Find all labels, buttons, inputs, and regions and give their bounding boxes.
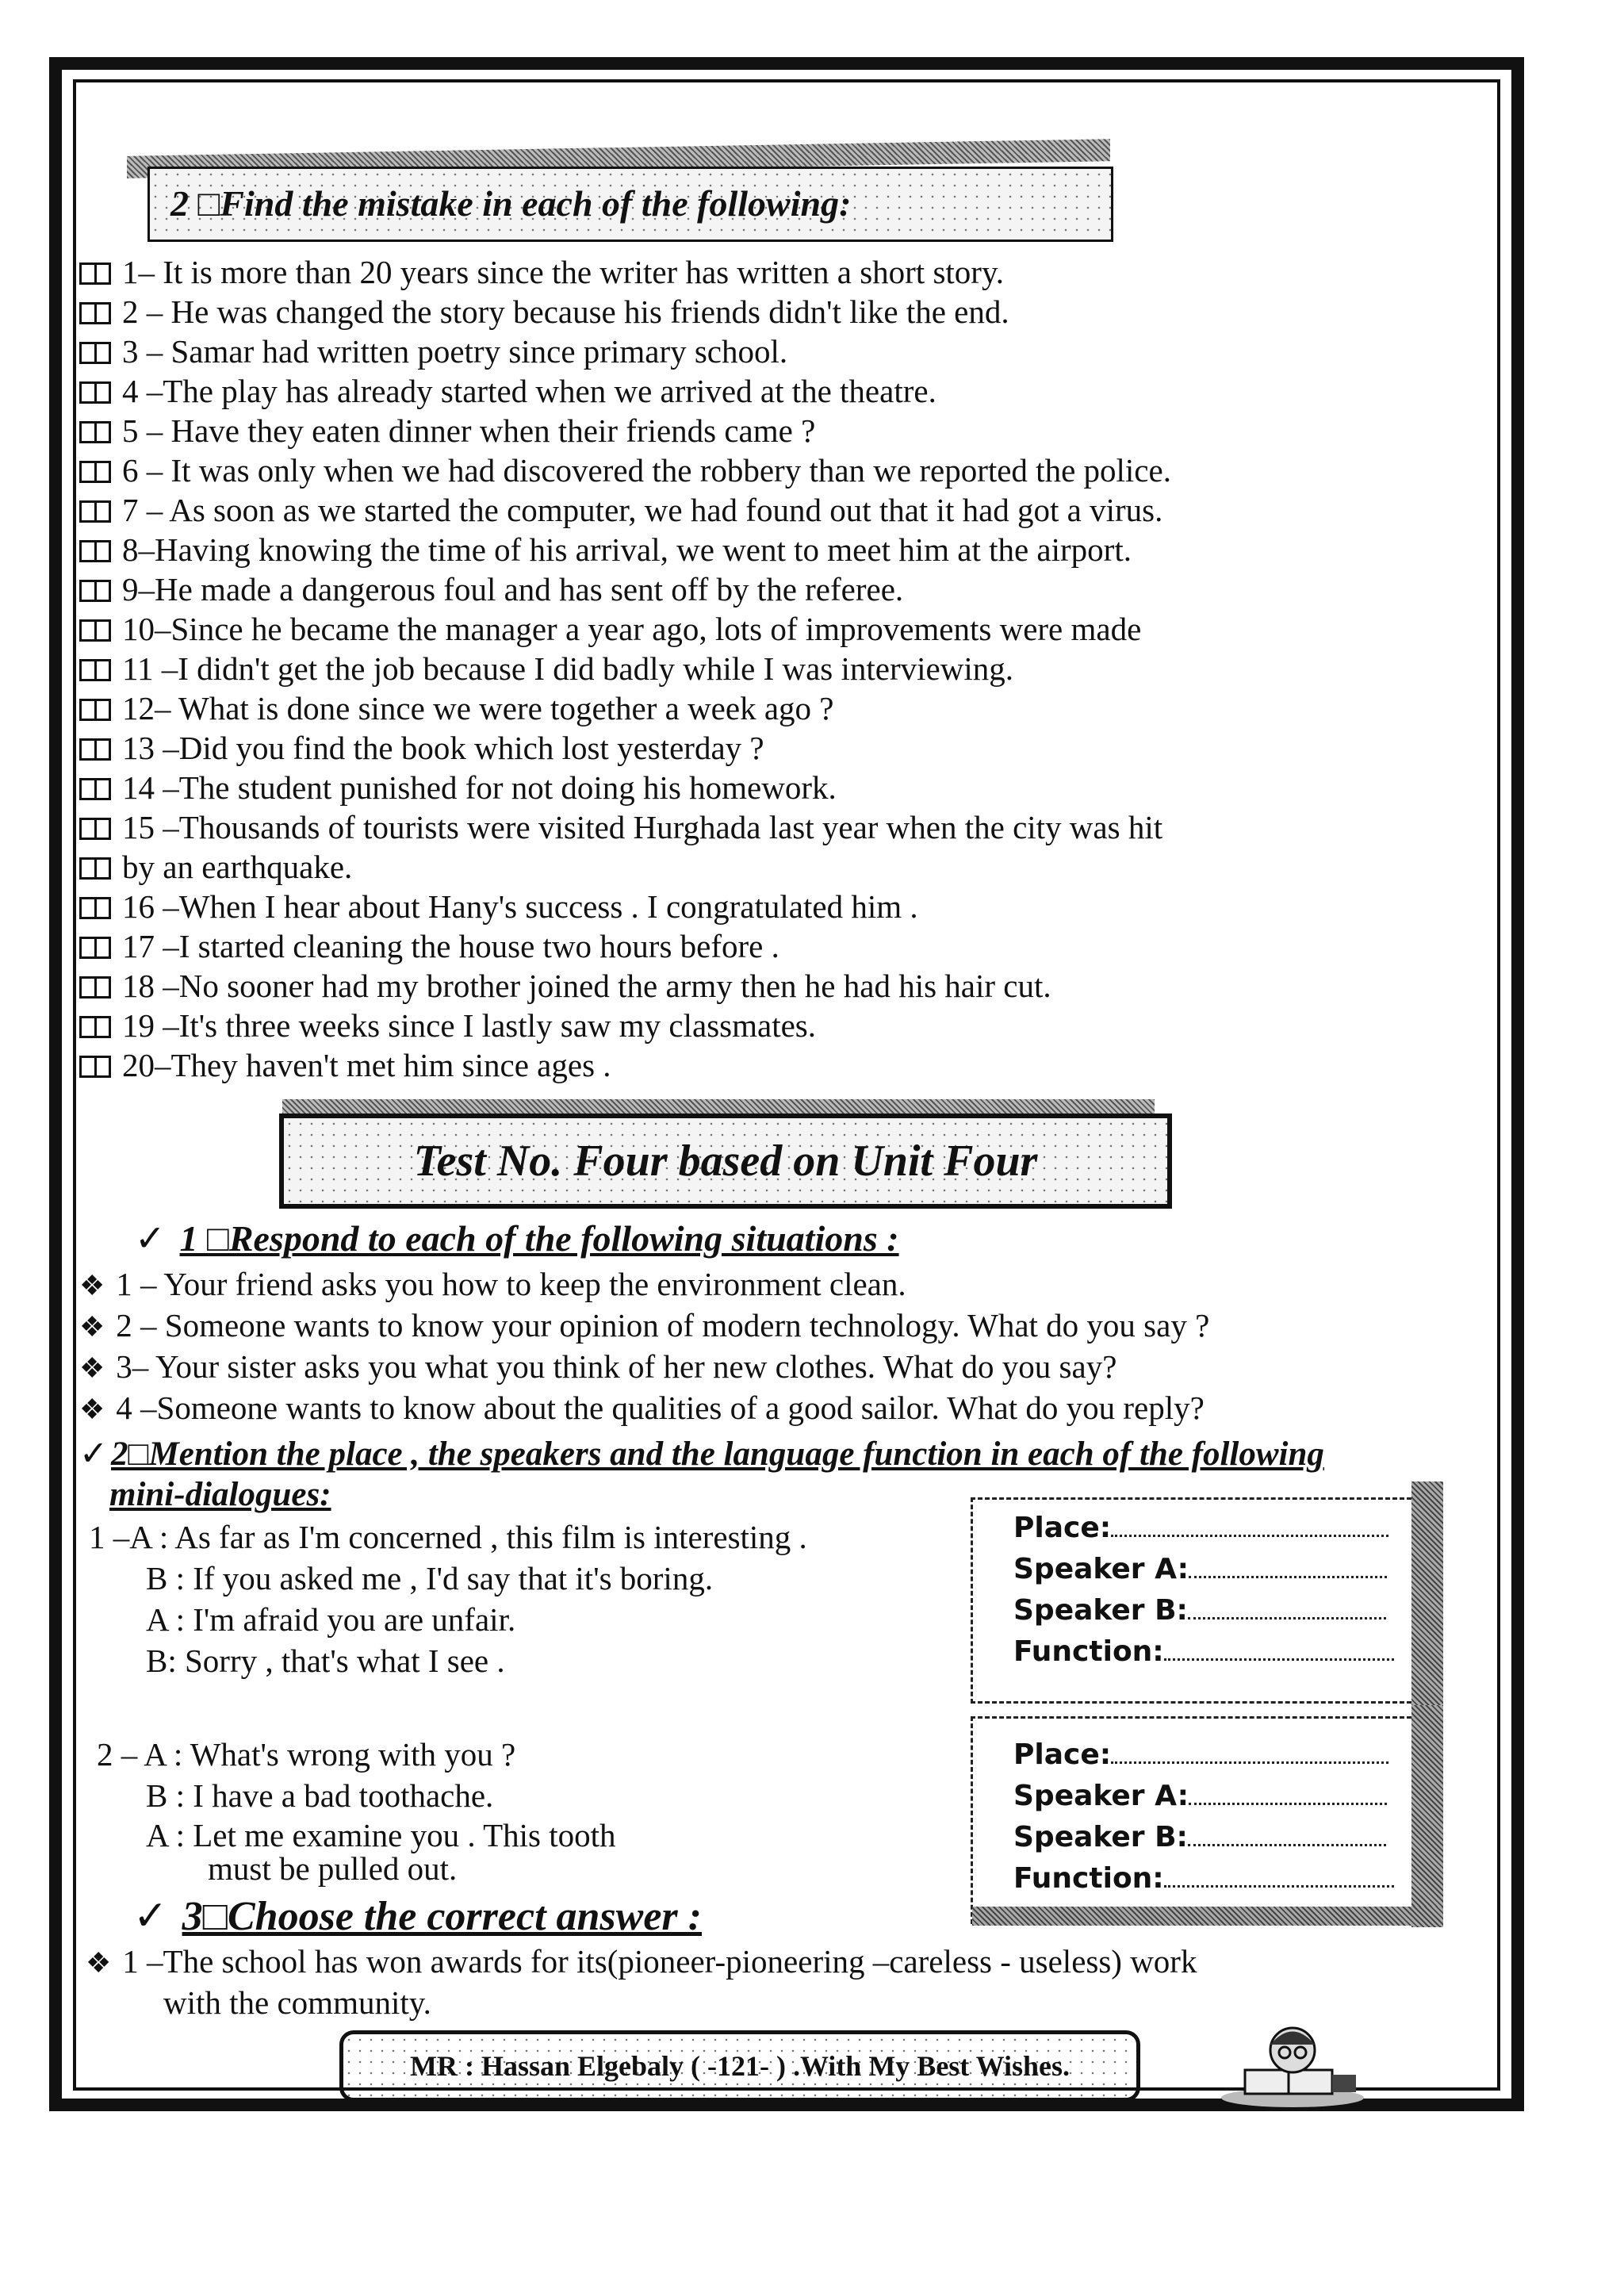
mistake-item-text: 20–They haven't met him since ages . — [122, 1047, 611, 1083]
mention-heading-line2: mini-dialogues: — [109, 1476, 331, 1513]
book-icon — [79, 778, 111, 800]
book-icon — [79, 461, 111, 483]
respond-item — [79, 1347, 1116, 1388]
box1-place-field: Place: — [1013, 1512, 1388, 1544]
reading-student-illustration — [1213, 2014, 1372, 2110]
book-icon — [79, 342, 111, 364]
mistake-item-text: 5 – Have they eaten dinner when their friends came ? — [122, 412, 816, 449]
mistake-item — [79, 490, 1162, 530]
mistake-item — [79, 847, 352, 887]
book-icon — [79, 302, 111, 324]
mistake-item-text: 9–He made a dangerous foul and has sent off by the referee. — [122, 571, 904, 608]
diamond-bullet-icon: ❖ — [86, 1947, 112, 1979]
mistake-item-text: 14 –The student punished for not doing his homework. — [122, 769, 837, 806]
dialogue2-line1: 2 – A : What's wrong with you ? — [97, 1736, 516, 1773]
book-icon — [79, 659, 111, 681]
mistake-item — [79, 1045, 611, 1085]
mistake-item-text: 8–Having knowing the time of his arrival, we went to meet him at the airport. — [122, 531, 1132, 568]
mistake-item — [79, 1006, 816, 1045]
mistake-item-text: 16 –When I hear about Hany's success . I congratulated him . — [122, 888, 918, 925]
mistake-item — [79, 768, 837, 807]
book-icon — [79, 381, 111, 404]
dialogue2-line3: A : Let me examine you . This tooth — [146, 1817, 616, 1853]
mistake-item-text: 10–Since he became the manager a year ago, lots of improvements were made — [122, 611, 1142, 647]
book-icon — [79, 699, 111, 721]
respond-item-text: 1 – Your friend asks you how to keep the environment clean. — [116, 1266, 906, 1302]
book-icon — [79, 937, 111, 959]
box1-function-field: Function: — [1013, 1635, 1394, 1668]
footer-text: MR : Hassan Elgebaly ( -121- ) .With My Best Wishes. — [409, 2050, 1071, 2082]
dialogue1-line4: B: Sorry , that's what I see . — [146, 1642, 505, 1679]
find-mistake-heading: 2 □Find the mistake in each of the following: — [170, 183, 852, 224]
mistake-item-text: 11 –I didn't get the job because I did badly while I was interviewing. — [122, 650, 1013, 687]
diamond-bullet-icon: ❖ — [79, 1352, 105, 1384]
book-icon — [79, 500, 111, 523]
mistake-item — [79, 569, 903, 609]
choose-heading: ✓ 3□Choose the correct answer : — [133, 1894, 702, 1939]
book-icon — [79, 580, 111, 602]
check-icon: ✓ — [79, 1435, 109, 1473]
mistake-item — [79, 966, 1051, 1006]
box1-speaker-b-field: Speaker B: — [1013, 1594, 1386, 1627]
dialogue1-line3: A : I'm afraid you are unfair. — [146, 1601, 516, 1638]
mistake-item-text: 18 –No sooner had my brother joined the army then he had his hair cut. — [122, 968, 1051, 1004]
mistake-item-text: by an earthquake. — [122, 849, 353, 885]
respond-item-text: 2 – Someone wants to know your opinion of modern technology. What do you say ? — [116, 1307, 1210, 1343]
mistake-item — [79, 609, 1141, 649]
mistake-item-text: 7 – As soon as we started the computer, we had found out that it had got a virus. — [122, 492, 1163, 528]
book-icon — [79, 897, 111, 919]
answer-box-1-shade — [1411, 1481, 1443, 1711]
mistake-item-text: 4 –The play has already started when we arrived at the theatre. — [122, 373, 936, 409]
mistake-item-text: 6 – It was only when we had discovered the robbery than we reported the police. — [122, 452, 1171, 489]
dialogue2-line2: B : I have a bad toothache. — [146, 1777, 494, 1814]
mistake-item — [79, 728, 764, 768]
book-icon — [79, 976, 111, 999]
respond-item — [79, 1264, 906, 1305]
mistake-item — [79, 292, 1009, 332]
mistake-list — [79, 252, 1467, 1093]
book-icon — [79, 1016, 111, 1038]
test-title-banner — [279, 1114, 1172, 1209]
mistake-item-text: 19 –It's three weeks since I lastly saw my classmates. — [122, 1007, 816, 1044]
mistake-item — [79, 252, 1004, 292]
dialogue1-line2: B : If you asked me , I'd say that it's boring. — [146, 1560, 714, 1596]
check-icon: ✓ — [135, 1218, 166, 1259]
book-icon — [79, 540, 111, 562]
mistake-item-text: 3 – Samar had written poetry since primary school. — [122, 333, 788, 370]
mistake-item — [79, 807, 1162, 847]
respond-item-text: 4 –Someone wants to know about the qualities of a good sailor. What do you reply? — [116, 1389, 1205, 1426]
diamond-bullet-icon: ❖ — [79, 1393, 105, 1425]
mistake-item-text: 1– It is more than 20 years since the writer has written a short story. — [122, 254, 1005, 290]
book-icon — [79, 263, 111, 285]
respond-item — [79, 1388, 1205, 1429]
box2-function-field: Function: — [1013, 1862, 1394, 1895]
mention-heading: ✓2□Mention the place , the speakers and the language function in each of the following — [79, 1435, 1324, 1473]
box1-speaker-a-field: Speaker A: — [1013, 1553, 1387, 1585]
respond-list — [79, 1264, 1491, 1431]
mistake-item — [79, 530, 1132, 569]
dialogue1-line1: 1 –A : As far as I'm concerned , this film is interesting . — [89, 1519, 807, 1555]
mistake-item — [79, 411, 815, 450]
book-icon — [79, 738, 111, 761]
choose-item-1: ❖ 1 –The school has won awards for its(pioneer-pioneering –careless - useless) work — [86, 1943, 1197, 1980]
diamond-bullet-icon: ❖ — [79, 1270, 105, 1301]
respond-item-text: 3– Your sister asks you what you think of her new clothes. What do you say? — [116, 1348, 1117, 1385]
find-mistake-banner — [147, 167, 1113, 242]
answer-box-2-shade — [1411, 1705, 1443, 1927]
book-icon — [79, 857, 111, 880]
book-icon — [79, 1056, 111, 1078]
mistake-item — [79, 887, 918, 926]
box2-place-field: Place: — [1013, 1738, 1388, 1771]
mistake-item-text: 2 – He was changed the story because his friends didn't like the end. — [122, 293, 1009, 330]
book-icon — [79, 421, 111, 443]
book-icon — [79, 619, 111, 642]
check-icon: ✓ — [133, 1894, 168, 1939]
respond-item — [79, 1305, 1209, 1347]
mistake-item — [79, 688, 833, 728]
mistake-item-text: 13 –Did you find the book which lost yesterday ? — [122, 730, 764, 766]
mistake-item-text: 17 –I started cleaning the house two hours before . — [122, 928, 779, 964]
choose-item-1-continued: with the community. — [163, 1984, 431, 2021]
box2-speaker-a-field: Speaker A: — [1013, 1780, 1387, 1812]
answer-box-2-bottom-shade — [972, 1907, 1443, 1926]
box2-speaker-b-field: Speaker B: — [1013, 1821, 1386, 1853]
test-title: Test No. Four based on Unit Four — [413, 1137, 1038, 1186]
mistake-item-text: 12– What is done since we were together a week ago ? — [122, 690, 834, 726]
mistake-item — [79, 371, 936, 411]
respond-heading: ✓ 1 □Respond to each of the following situations : — [135, 1218, 899, 1259]
mistake-item — [79, 649, 1013, 688]
diamond-bullet-icon: ❖ — [79, 1311, 105, 1343]
mistake-item — [79, 926, 779, 966]
mistake-item — [79, 450, 1171, 490]
dialogue2-line4: must be pulled out. — [208, 1850, 458, 1887]
mistake-item — [79, 332, 787, 371]
mistake-item-text: 15 –Thousands of tourists were visited Hurghada last year when the city was hit — [122, 809, 1163, 845]
footer-banner — [339, 2030, 1140, 2102]
book-icon — [79, 818, 111, 840]
